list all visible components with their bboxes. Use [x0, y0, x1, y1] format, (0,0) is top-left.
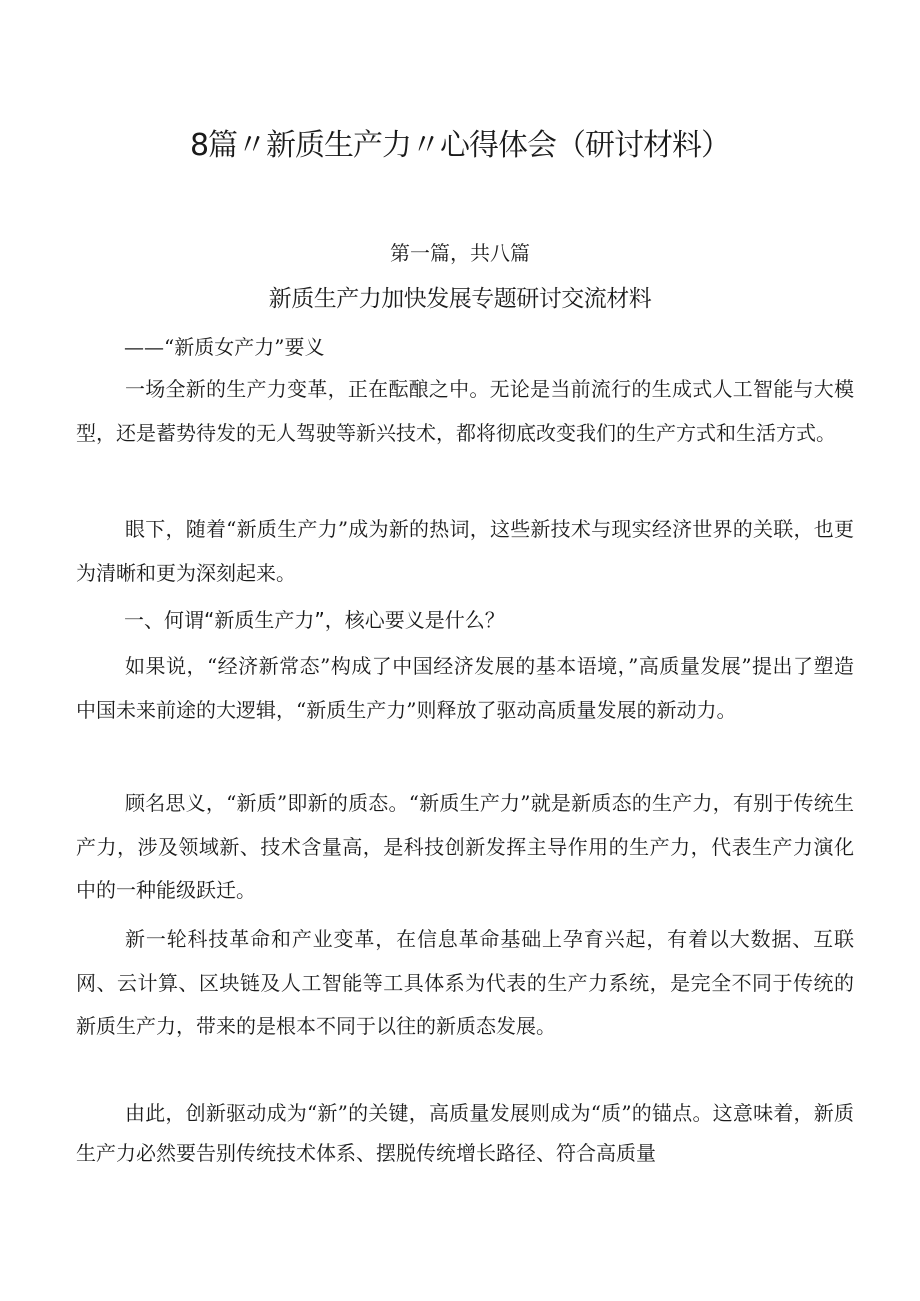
- paragraph: 由此，创新驱动成为“新”的关键，高质量发展则成为“质”的锚点。这意味着，新质生产力必然要告别传统技术体系、摆脱传统增长路径、符合高质量: [76, 1101, 854, 1165]
- part-heading: 第一篇，共八篇: [390, 241, 530, 265]
- paragraph: 如果说，“经济新常态”构成了中国经济发展的基本语境，”高质量发展”提出了塑造中国未来前途的大逻辑，“新质生产力”则释放了驱动高质量发展的新动力。: [76, 654, 854, 722]
- paragraph: 眼下，随着“新质生产力”成为新的热词，这些新技术与现实经济世界的关联，也更为清晰和更为深刻起来。: [76, 517, 854, 585]
- article-title: 新质生产力加快发展专题研讨交流材料: [268, 286, 652, 312]
- section-heading: 一、何谓“新质生产力”，核心要义是什么？: [124, 608, 505, 632]
- paragraph: 新一轮科技革命和产业变革，在信息革命基础上孕育兴起，有着以大数据、互联网、云计算、区块链及人工智能等工具体系为代表的生产力系统，是完全不同于传统的新质生产力，带来的是根本不同于以往的新质态发展。: [76, 927, 854, 1038]
- paragraph: 一场全新的生产力变革，正在酝酿之中。无论是当前流行的生成式人工智能与大模型，还是蓄势待发的无人驾驶等新兴技术，都将彻底改变我们的生产方式和生活方式。: [76, 377, 854, 445]
- paragraph: 顾名思义，“新质”即新的质态。“新质生产力”就是新质态的生产力，有别于传统生产力，涉及领域新、技术含量高，是科技创新发挥主导作用的生产力，代表生产力演化中的一种能级跃迁。: [76, 791, 854, 902]
- article-subtitle: ——“新质女产力”要义: [124, 335, 325, 359]
- document-title: 8篇〃新质生产力〃心得体会（研讨材料）: [189, 128, 731, 163]
